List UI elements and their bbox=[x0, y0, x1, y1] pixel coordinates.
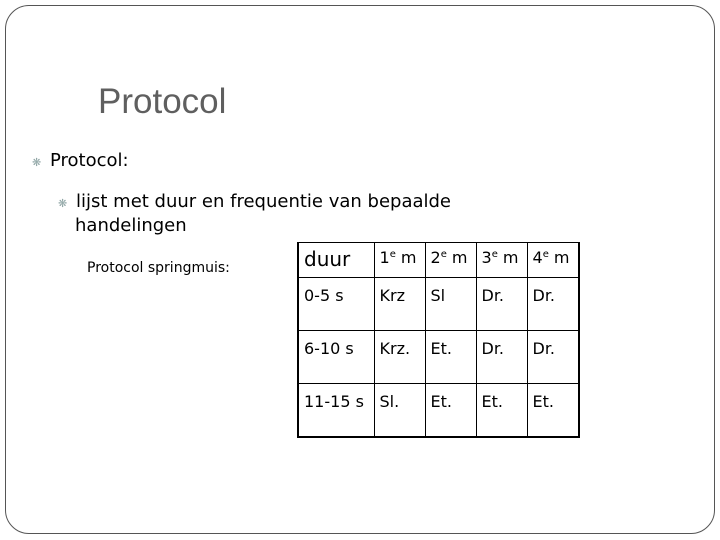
header-tail: m bbox=[497, 248, 519, 267]
table-cell: Et. bbox=[425, 384, 476, 437]
header-tail: m bbox=[395, 248, 417, 267]
table-header-cell bbox=[425, 243, 476, 278]
bullet-icon: ❋ bbox=[32, 156, 42, 169]
table-row bbox=[298, 331, 579, 384]
header-sup: e bbox=[491, 249, 498, 260]
table-cell: Dr. bbox=[476, 278, 527, 331]
bullet-icon: ❋ bbox=[58, 197, 68, 210]
header-main: 2 bbox=[430, 248, 441, 267]
slide-title: Protocol bbox=[98, 82, 227, 121]
table-header-cell bbox=[374, 243, 425, 278]
header-sup: e bbox=[542, 249, 549, 260]
header-sup: e bbox=[389, 249, 396, 260]
header-main: 3 bbox=[481, 248, 492, 267]
bullet-protocol bbox=[32, 150, 129, 171]
table-row bbox=[298, 278, 579, 331]
table-cell: Krz. bbox=[374, 331, 425, 384]
table-cell: Dr. bbox=[476, 331, 527, 384]
header-sup: e bbox=[440, 249, 447, 260]
bullet-text-line1: lijst met duur en frequentie van bepaalde bbox=[76, 191, 452, 212]
table-cell: Et. bbox=[476, 384, 527, 437]
header-main: 4 bbox=[532, 248, 543, 267]
header-tail: m bbox=[548, 248, 570, 267]
bullet-text: Protocol: bbox=[50, 150, 129, 171]
table-cell: Sl. bbox=[374, 384, 425, 437]
table-cell: Sl bbox=[425, 278, 476, 331]
bullet-lijst bbox=[58, 190, 476, 238]
table-cell: 0-5 s bbox=[298, 278, 374, 331]
table-cell: Et. bbox=[527, 384, 579, 437]
table-header-row bbox=[298, 243, 579, 278]
bullet-text-line2: handelingen bbox=[75, 215, 187, 236]
table-cell: Et. bbox=[425, 331, 476, 384]
table-header-cell bbox=[298, 243, 374, 278]
table-cell: Dr. bbox=[527, 278, 579, 331]
bullet-text-wrap bbox=[76, 190, 476, 238]
table-header-cell bbox=[527, 243, 579, 278]
table-cell: Dr. bbox=[527, 331, 579, 384]
header-tail: m bbox=[446, 248, 468, 267]
table-cell: 11-15 s bbox=[298, 384, 374, 437]
header-main: 1 bbox=[379, 248, 390, 267]
protocol-table bbox=[297, 242, 580, 438]
table-cell: 6-10 s bbox=[298, 331, 374, 384]
header-main: duur bbox=[304, 247, 351, 271]
table-row bbox=[298, 384, 579, 437]
sub-label-springmuis: Protocol springmuis: bbox=[87, 260, 230, 276]
table-cell: Krz bbox=[374, 278, 425, 331]
table-header-cell bbox=[476, 243, 527, 278]
